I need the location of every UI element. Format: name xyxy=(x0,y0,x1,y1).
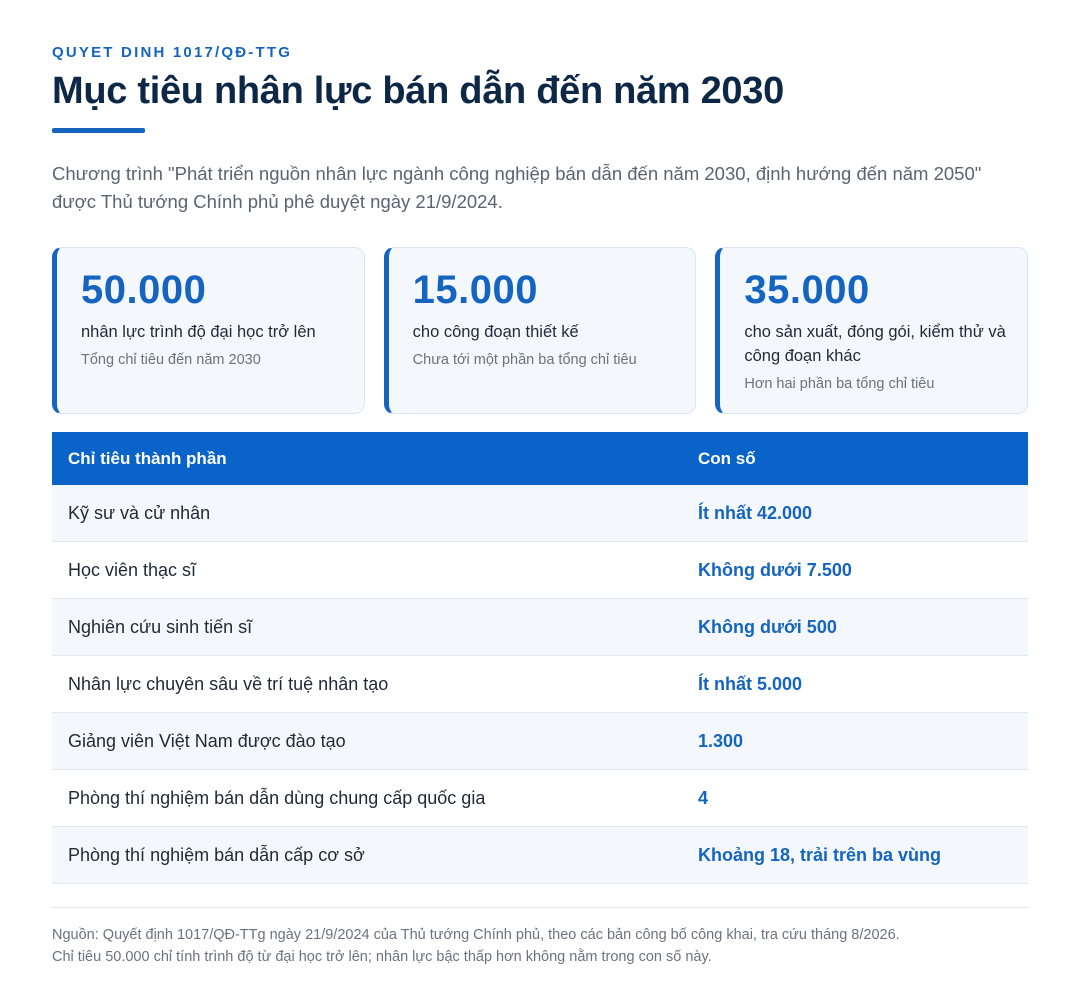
stat-cards xyxy=(52,247,1028,414)
stat-value: 15.000 xyxy=(412,268,539,312)
footer-divider xyxy=(52,907,1028,908)
stat-card-total xyxy=(52,247,365,414)
row-item: Giảng viên Việt Nam được đào tạo xyxy=(52,713,682,770)
title-underline xyxy=(52,128,145,133)
stat-label: cho sản xuất, đóng gói, kiểm thử và công đoạn khác xyxy=(744,323,1006,365)
stat-value: 35.000 xyxy=(744,268,870,312)
row-value: 4 xyxy=(682,770,1028,827)
table-row xyxy=(52,656,1028,713)
targets-table xyxy=(52,432,1028,884)
row-value: Ít nhất 42.000 xyxy=(682,485,1028,542)
intro-paragraph: Chương trình "Phát triển nguồn nhân lực ngành công nghiệp bán dẫn đến năm 2030, định hướng đến năm 2050" được Thủ tướng Chính phủ phê duyệt ngày 21/9/2024. xyxy=(52,163,982,212)
source-line: Nguồn: Quyết định 1017/QĐ-TTg ngày 21/9/2024 của Thủ tướng Chính phủ, theo các bản công bố công khai, tra cứu tháng 8/2026. xyxy=(52,927,900,943)
table-header-row xyxy=(52,432,1028,485)
stat-note: Hơn hai phần ba tổng chỉ tiêu xyxy=(744,376,935,392)
row-value: Ít nhất 5.000 xyxy=(682,656,1028,713)
column-header-value: Con số xyxy=(682,432,1028,485)
row-item: Phòng thí nghiệm bán dẫn dùng chung cấp quốc gia xyxy=(52,770,682,827)
row-value: 1.300 xyxy=(682,713,1028,770)
stat-value: 50.000 xyxy=(81,268,207,312)
row-item: Kỹ sư và cử nhân xyxy=(52,485,682,542)
column-header-item: Chỉ tiêu thành phần xyxy=(52,432,682,485)
row-value: Không dưới 500 xyxy=(682,599,1028,656)
table-row xyxy=(52,542,1028,599)
stat-card-production xyxy=(715,247,1028,414)
stat-note: Tổng chỉ tiêu đến năm 2030 xyxy=(81,352,261,368)
table-row xyxy=(52,713,1028,770)
row-item: Nhân lực chuyên sâu về trí tuệ nhân tạo xyxy=(52,656,682,713)
row-item: Phòng thí nghiệm bán dẫn cấp cơ sở xyxy=(52,827,682,884)
eyebrow: QUYET DINH 1017/QĐ-TTG xyxy=(52,44,293,61)
row-value: Không dưới 7.500 xyxy=(682,542,1028,599)
table-row xyxy=(52,599,1028,656)
row-item: Học viên thạc sĩ xyxy=(52,542,682,599)
stat-label: cho công đoạn thiết kế xyxy=(412,323,579,341)
row-item: Nghiên cứu sinh tiến sĩ xyxy=(52,599,682,656)
stat-label: nhân lực trình độ đại học trở lên xyxy=(81,323,316,341)
table-row xyxy=(52,770,1028,827)
stat-card-design xyxy=(384,247,697,414)
stat-note: Chưa tới một phần ba tổng chỉ tiêu xyxy=(412,352,637,368)
row-value: Khoảng 18, trải trên ba vùng xyxy=(682,827,1028,884)
table-row xyxy=(52,827,1028,884)
source-note xyxy=(52,924,1028,968)
table-row xyxy=(52,485,1028,542)
source-line: Chỉ tiêu 50.000 chỉ tính trình độ từ đại học trở lên; nhân lực bậc thấp hơn không nằm trong con số này. xyxy=(52,949,712,965)
page-title: Mục tiêu nhân lực bán dẫn đến năm 2030 xyxy=(52,70,784,112)
